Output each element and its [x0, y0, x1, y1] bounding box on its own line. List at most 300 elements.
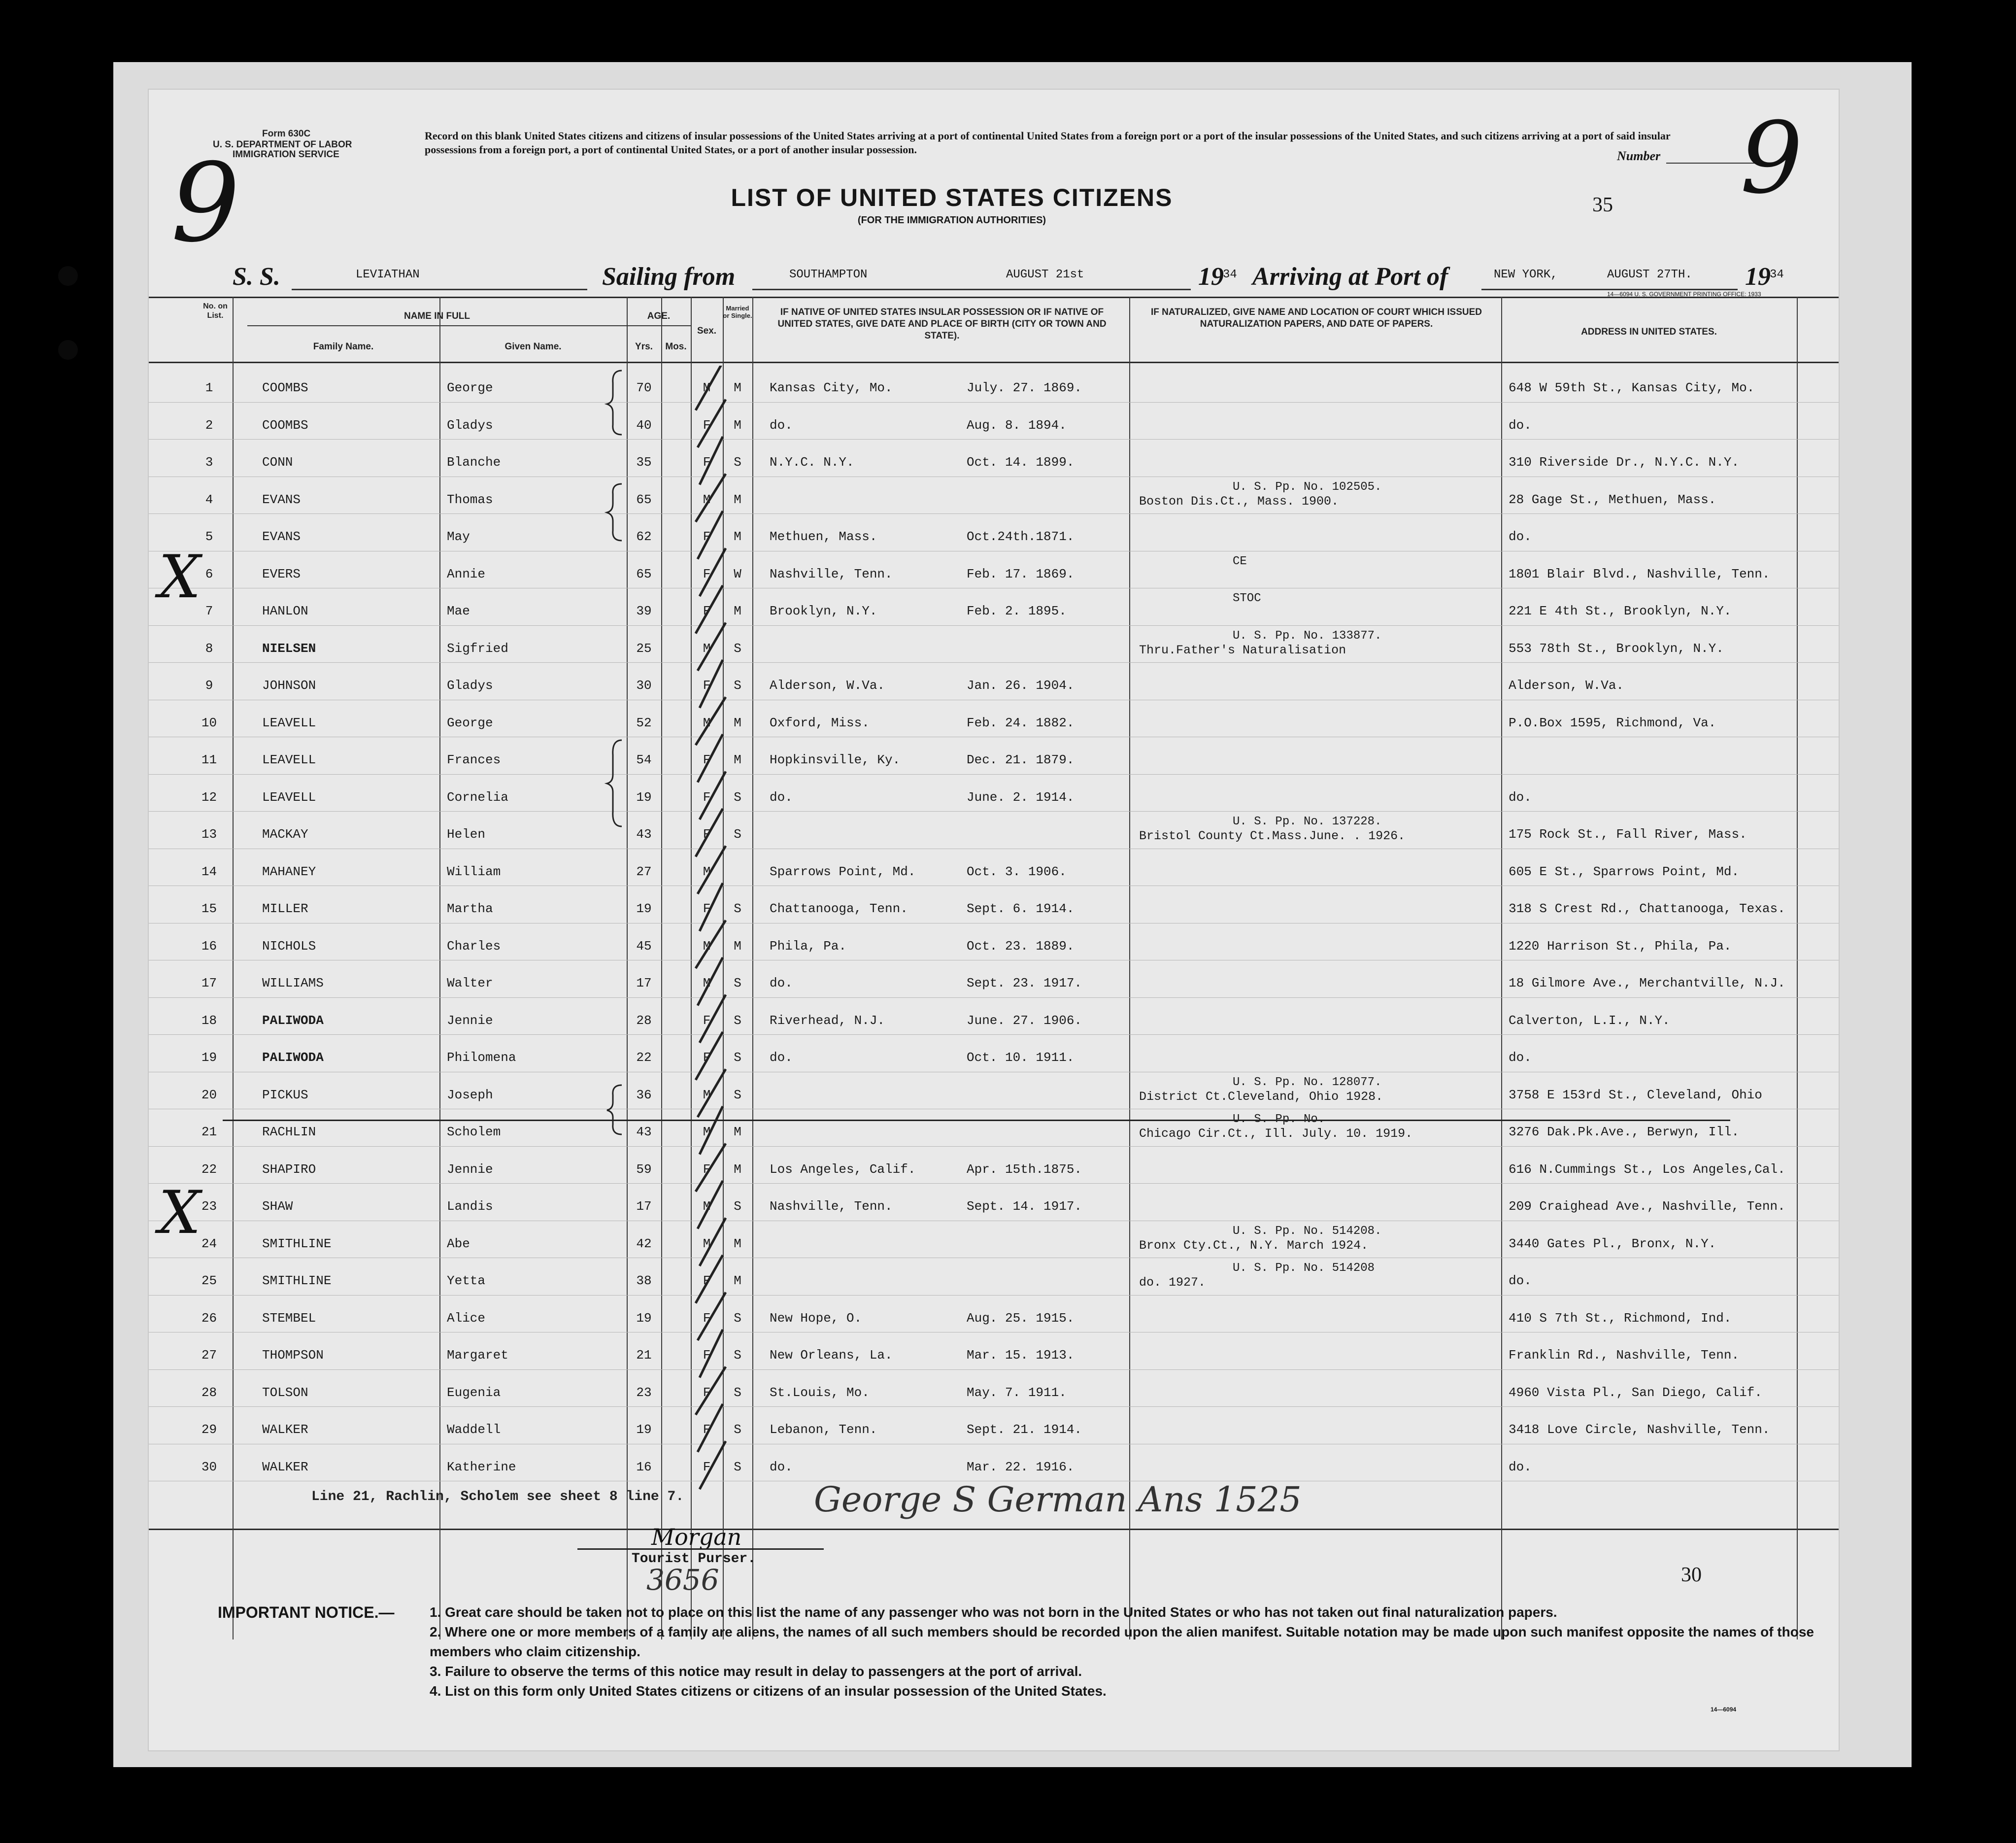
check-slash [696, 585, 723, 634]
cell-no: 12 [201, 789, 217, 805]
cell-address: 3418 Love Circle, Nashville, Tenn. [1509, 1422, 1770, 1437]
row-divider [149, 774, 1839, 775]
cell-date: Oct. 23. 1889. [967, 938, 1075, 954]
cell-ms: S [734, 1199, 741, 1214]
form-code: 14—6094 [1711, 1706, 1737, 1713]
cell-no: 5 [205, 529, 213, 544]
cell-place: do. [770, 1050, 793, 1065]
cell-date: Mar. 22. 1916. [967, 1459, 1075, 1474]
cell-ms: M [734, 1273, 741, 1288]
cell-age: 27 [636, 864, 652, 879]
cell-date: Sept. 23. 1917. [967, 976, 1082, 990]
family-braces [602, 366, 632, 1548]
sailing-year: 34 [1223, 268, 1237, 281]
cell-age: 17 [636, 1199, 652, 1214]
cell-no: 19 [201, 1050, 217, 1065]
cell-family: EVERS [262, 566, 301, 581]
cell-address: do. [1509, 1459, 1532, 1474]
cell-family: SMITHLINE [262, 1273, 332, 1288]
name-header-rule [247, 325, 627, 326]
cell-given: Philomena [447, 1050, 516, 1065]
cell-sex: F [703, 1013, 711, 1028]
cell-ms: M [734, 1125, 741, 1139]
cell-place: Sparrows Point, Md. [770, 864, 916, 879]
cell-no: 7 [205, 604, 213, 618]
cell-sex: M [703, 864, 711, 879]
cell-date: Feb. 24. 1882. [967, 715, 1075, 730]
stamp-number: 3656 [646, 1563, 719, 1597]
cell-place: Kansas City, Mo. [770, 380, 893, 395]
cell-sex: M [703, 938, 711, 954]
cell-address: 310 Riverside Dr., N.Y.C. N.Y. [1509, 455, 1740, 470]
cell-ms: S [734, 901, 741, 916]
cell-given: George [447, 380, 493, 395]
cell-address: 1801 Blair Blvd., Nashville, Tenn. [1509, 566, 1770, 581]
row-divider [149, 997, 1839, 998]
cell-no: 24 [201, 1236, 217, 1251]
cell-sex: F [703, 417, 711, 433]
cell-family: LEAVELL [262, 715, 316, 730]
sheet-number: 35 [1592, 194, 1613, 216]
sailing-date: AUGUST 21st [1006, 268, 1084, 281]
cell-address: do. [1509, 1050, 1532, 1065]
cell-date: Sept. 14. 1917. [967, 1199, 1082, 1214]
cell-no: 17 [201, 976, 217, 990]
purser-rule [577, 1548, 824, 1550]
row-divider [149, 1183, 1839, 1184]
check-slash [700, 660, 723, 708]
cell-ms: S [734, 1087, 741, 1102]
cell-age: 52 [636, 715, 652, 730]
cell-family: STEMBEL [262, 1310, 316, 1326]
col-header-no: No. on List. [203, 302, 228, 320]
column-divider [1129, 297, 1130, 1639]
cell-given: Abe [447, 1236, 470, 1251]
cell-no: 18 [201, 1013, 217, 1028]
cell-date: Oct.24th.1871. [967, 529, 1075, 544]
cell-ms: M [734, 492, 741, 507]
cell-address: 175 Rock St., Fall River, Mass. [1509, 827, 1747, 842]
cell-no: 30 [201, 1459, 217, 1474]
cell-sex: M [703, 976, 711, 990]
cell-family: PICKUS [262, 1087, 308, 1102]
cell-given: Gladys [447, 678, 493, 693]
cell-age: 43 [636, 1125, 652, 1139]
cell-naturalization-paper: U. S. Pp. No. 133877. [1233, 629, 1382, 643]
cell-date: Sept. 21. 1914. [967, 1422, 1082, 1437]
row-divider [149, 625, 1839, 626]
check-slash [700, 1330, 723, 1378]
page-count: 30 [1681, 1564, 1702, 1586]
cell-given: Scholem [447, 1125, 501, 1139]
cell-ms: S [734, 827, 741, 842]
cell-family: EVANS [262, 529, 301, 544]
cell-naturalization-court: Boston Dis.Ct., Mass. 1900. [1139, 494, 1339, 509]
cell-place: New Orleans, La. [770, 1348, 893, 1363]
cell-naturalization-court: do. 1927. [1139, 1275, 1206, 1290]
cell-address: 4960 Vista Pl., San Diego, Calif. [1509, 1385, 1762, 1400]
cell-address: do. [1509, 417, 1532, 433]
binder-hole [58, 340, 78, 360]
cell-family: LEAVELL [262, 789, 316, 805]
important-notice [218, 1603, 1819, 1701]
cell-no: 13 [201, 827, 217, 842]
cell-address: 3276 Dak.Pk.Ave., Berwyn, Ill. [1509, 1125, 1740, 1139]
cell-no: 29 [201, 1422, 217, 1437]
cell-place: do. [770, 417, 793, 433]
cell-age: 45 [636, 938, 652, 954]
cell-place: N.Y.C. N.Y. [770, 455, 854, 470]
cell-given: Thomas [447, 492, 493, 507]
cell-ms: S [734, 1348, 741, 1363]
cell-place: do. [770, 976, 793, 990]
row-divider [149, 439, 1839, 440]
notice-item-4: 4. List on this form only United States citizens or citizens of an insular possession of the United States. [430, 1683, 1107, 1699]
table-top-border [149, 297, 1839, 298]
cell-date: Mar. 15. 1913. [967, 1348, 1075, 1363]
cell-sex: M [703, 1087, 711, 1102]
arriving-year: 34 [1770, 268, 1784, 281]
col-header-mos: Mos. [665, 341, 687, 352]
cell-place: Nashville, Tenn. [770, 1199, 893, 1214]
cell-age: 21 [636, 1348, 652, 1363]
cell-sex: M [703, 1199, 711, 1214]
cell-age: 19 [636, 1310, 652, 1326]
cell-naturalization-paper: U. S. Pp. No. [1233, 1113, 1325, 1126]
cell-ms: S [734, 1385, 741, 1400]
cell-no: 2 [205, 417, 213, 433]
number-value: 9 [1740, 101, 1803, 216]
cell-ms: M [734, 529, 741, 544]
sailing-year-prefix: 19 [1198, 263, 1224, 291]
cell-address: 553 78th St., Brooklyn, N.Y. [1509, 641, 1724, 656]
sailing-label: Sailing from [602, 263, 736, 291]
cell-given: William [447, 864, 501, 879]
column-divider [661, 297, 662, 1639]
cell-sex: F [703, 566, 711, 581]
cell-age: 35 [636, 455, 652, 470]
cell-date: Oct. 14. 1899. [967, 455, 1075, 470]
cell-given: Joseph [447, 1087, 493, 1102]
cell-address: do. [1509, 1273, 1532, 1288]
cell-family: RACHLIN [262, 1125, 316, 1139]
cell-given: Jennie [447, 1161, 493, 1177]
cell-date: July. 27. 1869. [967, 380, 1082, 395]
col-header-naturalized: IF NATURALIZED, GIVE NAME AND LOCATION OF COURT WHICH ISSUED NATURALIZATION PAPERS, AND DATE OF PAPERS. [1150, 307, 1482, 329]
cell-sex: F [703, 1050, 711, 1065]
cell-sex: M [703, 380, 711, 395]
cell-ms: S [734, 976, 741, 990]
cell-given: Annie [447, 566, 486, 581]
arriving-underline [1481, 289, 1738, 290]
cell-sex: F [703, 678, 711, 693]
check-slash [700, 883, 723, 931]
cell-naturalization-paper: CE [1233, 554, 1247, 568]
check-slash [696, 1255, 723, 1303]
cell-address: 318 S Crest Rd., Chattanooga, Texas. [1509, 901, 1785, 916]
cell-given: Helen [447, 827, 486, 842]
cell-given: Alice [447, 1310, 486, 1326]
cell-given: Landis [447, 1199, 493, 1214]
cell-date: Feb. 17. 1869. [967, 566, 1075, 581]
check-slash [698, 1404, 723, 1452]
cell-date: Dec. 21. 1879. [967, 752, 1075, 767]
cell-ms: S [734, 1422, 741, 1437]
cell-date: June. 2. 1914. [967, 789, 1075, 805]
cell-family: JOHNSON [262, 678, 316, 693]
cell-address: 209 Craighead Ave., Nashville, Tenn. [1509, 1199, 1785, 1214]
cell-address: Franklin Rd., Nashville, Tenn. [1509, 1348, 1740, 1363]
cell-no: 9 [205, 678, 213, 693]
column-divider [1501, 297, 1502, 1639]
cell-age: 62 [636, 529, 652, 544]
notice-item-1: 1. Great care should be taken not to place on this list the name of any passenger who was not born in the United States or who has not taken out final naturalization papers. [430, 1604, 1557, 1620]
cell-given: May [447, 529, 470, 544]
col-header-sex: Sex. [697, 326, 717, 336]
cell-place: Chattanooga, Tenn. [770, 901, 908, 916]
cell-no: 23 [201, 1199, 217, 1214]
purser-label: Tourist Purser. [632, 1551, 756, 1567]
cell-age: 19 [636, 1422, 652, 1437]
cell-age: 38 [636, 1273, 652, 1288]
cell-no: 14 [201, 864, 217, 879]
cell-sex: F [703, 1385, 711, 1400]
cell-no: 26 [201, 1310, 217, 1326]
cell-address: 221 E 4th St., Brooklyn, N.Y. [1509, 604, 1732, 618]
cell-no: 27 [201, 1348, 217, 1363]
cell-no: 10 [201, 715, 217, 730]
row-divider [149, 402, 1839, 403]
cell-date: Jan. 26. 1904. [967, 678, 1075, 693]
page-title: LIST OF UNITED STATES CITIZENS [731, 184, 1173, 211]
cell-sex: F [703, 1161, 711, 1177]
cell-date: Aug. 25. 1915. [967, 1310, 1075, 1326]
arriving-date: AUGUST 27TH. [1607, 268, 1692, 281]
column-divider [233, 297, 234, 1639]
cell-no: 8 [205, 641, 213, 656]
cell-no: 1 [205, 380, 213, 395]
cell-family: WILLIAMS [262, 976, 324, 990]
row-divider [149, 662, 1839, 663]
cell-no: 15 [201, 901, 217, 916]
check-slash-marks [686, 366, 760, 1529]
cell-date: May. 7. 1911. [967, 1385, 1067, 1400]
check-slash [696, 366, 723, 410]
col-header-address: ADDRESS IN UNITED STATES. [1581, 327, 1717, 337]
row-divider [149, 1146, 1839, 1147]
cell-sex: M [703, 492, 711, 507]
cell-ms: W [734, 566, 741, 581]
cell-place: New Hope, O. [770, 1310, 862, 1326]
cell-family: SHAW [262, 1199, 293, 1214]
cell-sex: M [703, 1125, 711, 1139]
cell-sex: F [703, 901, 711, 916]
cell-given: Cornelia [447, 789, 508, 805]
cell-family: MILLER [262, 901, 308, 916]
check-slash [698, 511, 723, 559]
cell-ms: M [734, 417, 741, 433]
check-slash [698, 1181, 723, 1229]
printer-note: 14—6094 U. S. GOVERNMENT PRINTING OFFICE: 1933 [1607, 291, 1761, 298]
age-header-rule [627, 325, 691, 326]
handwritten-sheet-number: 9 [171, 140, 240, 266]
cell-age: 39 [636, 604, 652, 618]
cell-place: Oxford, Miss. [770, 715, 870, 730]
line-note: Line 21, Rachlin, Scholem see sheet 8 line 7. [311, 1489, 684, 1504]
cell-ms: M [734, 715, 741, 730]
cell-date: Oct. 10. 1911. [967, 1050, 1075, 1065]
cell-date: Apr. 15th.1875. [967, 1161, 1082, 1177]
cell-address: 648 W 59th St., Kansas City, Mo. [1509, 380, 1755, 395]
cell-given: Mae [447, 604, 470, 618]
cell-place: Los Angeles, Calif. [770, 1161, 916, 1177]
cell-ms: S [734, 455, 741, 470]
cell-address: do. [1509, 529, 1532, 544]
cell-given: Frances [447, 752, 501, 767]
cell-given: Walter [447, 976, 493, 990]
cell-given: Blanche [447, 455, 501, 470]
cell-ms: S [734, 1310, 741, 1326]
cell-naturalization-paper: U. S. Pp. No. 128077. [1233, 1075, 1382, 1089]
cell-age: 59 [636, 1161, 652, 1177]
cell-ms: S [734, 678, 741, 693]
cell-no: 22 [201, 1161, 217, 1177]
cell-place: Brooklyn, N.Y. [770, 604, 877, 618]
cell-no: 11 [201, 752, 217, 767]
cell-ms: M [734, 938, 741, 954]
cell-sex: M [703, 715, 711, 730]
strike-line-21 [223, 1120, 1730, 1121]
cell-given: Gladys [447, 417, 493, 433]
cell-sex: F [703, 604, 711, 618]
cell-given: Charles [447, 938, 501, 954]
cell-address: Calverton, L.I., N.Y. [1509, 1013, 1670, 1028]
cell-family: MACKAY [262, 827, 308, 842]
cell-given: Martha [447, 901, 493, 916]
cell-place: Hopkinsville, Ky. [770, 752, 901, 767]
handwritten-signature: George S German Ans 1525 [814, 1479, 1302, 1520]
cell-given: Yetta [447, 1273, 486, 1288]
cell-place: do. [770, 1459, 793, 1474]
cell-sex: F [703, 1310, 711, 1326]
cell-place: do. [770, 789, 793, 805]
cell-family: HANLON [262, 604, 308, 618]
cell-age: 22 [636, 1050, 652, 1065]
cell-naturalization-paper: U. S. Pp. No. 102505. [1233, 480, 1382, 494]
arriving-port: NEW YORK, [1494, 268, 1558, 281]
row-divider [149, 1369, 1839, 1370]
row-divider [149, 811, 1839, 812]
cell-ms: M [734, 604, 741, 618]
cell-address: 3440 Gates Pl., Bronx, N.Y. [1509, 1236, 1716, 1251]
cell-naturalization-court: Bristol County Ct.Mass.June. . 1926. [1139, 829, 1406, 843]
cell-naturalization-court: Chicago Cir.Ct., Ill. July. 10. 1919. [1139, 1126, 1413, 1141]
cell-naturalization-paper: U. S. Pp. No. 514208 [1233, 1262, 1375, 1275]
cell-age: 19 [636, 789, 652, 805]
col-header-birth: IF NATIVE OF UNITED STATES INSULAR POSSESSION OR IF NATIVE OF UNITED STATES, GIVE DATE AND PLACE OF BIRTH (CITY OR TOWN AND STATE). [777, 307, 1107, 341]
cell-place: Lebanon, Tenn. [770, 1422, 877, 1437]
check-slash [696, 1032, 723, 1080]
arriving-year-prefix: 19 [1745, 263, 1771, 291]
sailing-underline [752, 289, 1191, 290]
cell-family: CONN [262, 455, 293, 470]
cell-given: George [447, 715, 493, 730]
cell-ms: M [734, 1161, 741, 1177]
cell-date: Feb. 2. 1895. [967, 604, 1067, 618]
cell-address: 605 E St., Sparrows Point, Md. [1509, 864, 1740, 879]
cell-address: 1220 Harrison St., Phila, Pa. [1509, 938, 1732, 954]
cell-family: SHAPIRO [262, 1161, 316, 1177]
cell-age: 54 [636, 752, 652, 767]
department-name: U. S. DEPARTMENT OF LABOR [213, 139, 352, 150]
cell-family: COOMBS [262, 417, 308, 433]
cell-family: MAHANEY [262, 864, 316, 879]
cell-family: TOLSON [262, 1385, 308, 1400]
cell-family: THOMPSON [262, 1348, 324, 1363]
cell-given: Sigfried [447, 641, 508, 656]
cell-age: 19 [636, 901, 652, 916]
cell-no: 6 [205, 566, 213, 581]
cell-family: WALKER [262, 1459, 308, 1474]
cell-ms: S [734, 641, 741, 656]
cell-address: 410 S 7th St., Richmond, Ind. [1509, 1310, 1732, 1326]
cell-address: 18 Gilmore Ave., Merchantville, N.J. [1509, 976, 1785, 990]
cell-age: 70 [636, 380, 652, 395]
service-name: IMMIGRATION SERVICE [233, 149, 339, 160]
cell-naturalization-paper: U. S. Pp. No. 514208. [1233, 1224, 1382, 1238]
table-header-bottom-border [149, 362, 1839, 363]
binder-hole [58, 266, 78, 286]
cell-address: 28 Gage St., Methuen, Mass. [1509, 492, 1716, 507]
cell-given: Margaret [447, 1348, 508, 1363]
cell-place: Riverhead, N.J. [770, 1013, 885, 1028]
cell-place: Methuen, Mass. [770, 529, 877, 544]
cell-ms: M [734, 380, 741, 395]
ship-underline [292, 289, 587, 290]
cell-no: 4 [205, 492, 213, 507]
cell-age: 65 [636, 566, 652, 581]
cell-no: 3 [205, 455, 213, 470]
margin-x-mark: X [159, 543, 201, 612]
cell-age: 28 [636, 1013, 652, 1028]
cell-sex: F [703, 1273, 711, 1288]
cell-age: 25 [636, 641, 652, 656]
cell-family: SMITHLINE [262, 1236, 332, 1251]
cell-naturalization-paper: STOC [1233, 592, 1261, 605]
cell-address: P.O.Box 1595, Richmond, Va. [1509, 715, 1716, 730]
col-header-family-name: Family Name. [313, 341, 374, 352]
cell-age: 43 [636, 827, 652, 842]
notice-item-3: 3. Failure to observe the terms of this notice may result in delay to passengers at the port of arrival. [430, 1664, 1082, 1679]
cell-age: 36 [636, 1087, 652, 1102]
cell-family: PALIWODA [262, 1050, 324, 1065]
cell-no: 20 [201, 1087, 217, 1102]
margin-x-mark: X [159, 1179, 201, 1247]
cell-no: 16 [201, 938, 217, 954]
cell-family: NICHOLS [262, 938, 316, 954]
cell-naturalization-court: District Ct.Cleveland, Ohio 1928. [1139, 1089, 1383, 1104]
row-divider [149, 513, 1839, 514]
cell-no: 25 [201, 1273, 217, 1288]
cell-sex: F [703, 1459, 711, 1474]
cell-ms: M [734, 752, 741, 767]
row-divider [149, 1034, 1839, 1035]
cell-naturalization-paper: U. S. Pp. No. 137228. [1233, 815, 1382, 828]
col-header-given-name: Given Name. [504, 341, 562, 352]
cell-sex: F [703, 1348, 711, 1363]
cell-place: St.Louis, Mo. [770, 1385, 870, 1400]
cell-age: 17 [636, 976, 652, 990]
